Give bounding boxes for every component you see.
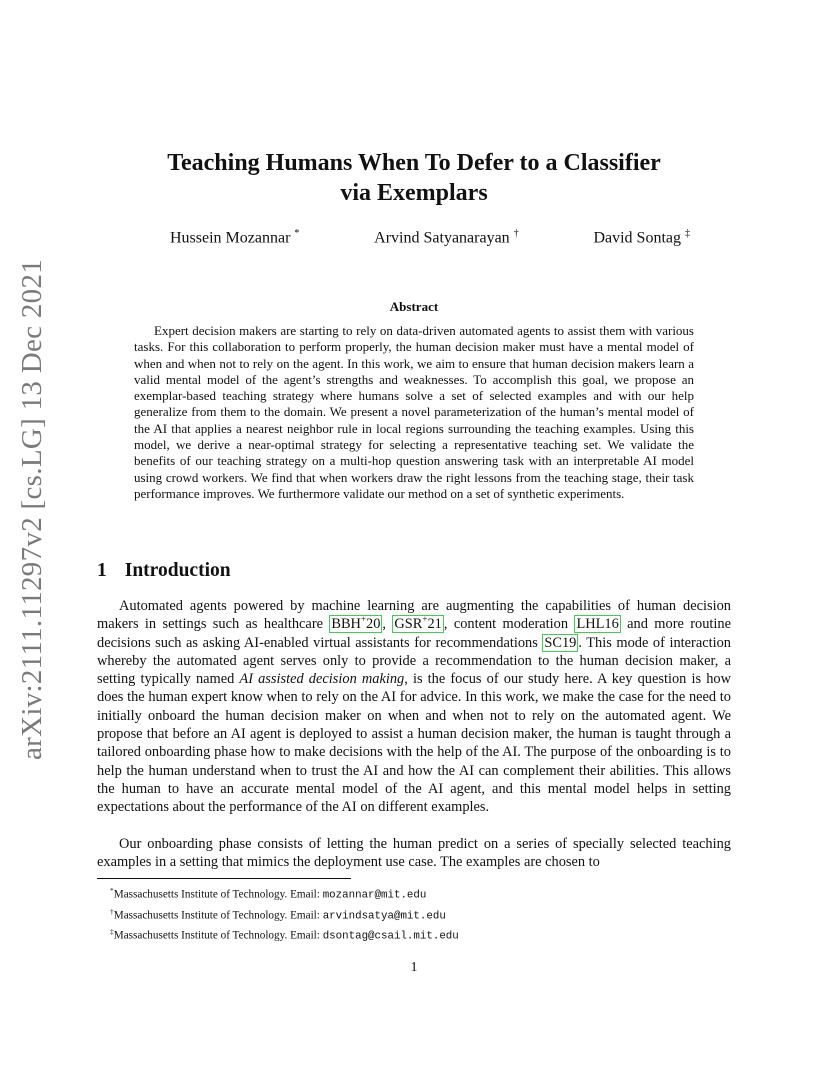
- abstract-heading: Abstract: [389, 299, 439, 314]
- emphasized-term: AI assisted decision making: [239, 671, 405, 688]
- author-footnote-mark[interactable]: *: [294, 228, 300, 239]
- footnote: *Massachusetts Institute of Technology. Email: mozannar@mit.edu: [110, 886, 427, 902]
- paper-title: [110, 148, 718, 208]
- footnotes: [110, 883, 710, 945]
- footnote: ‡Massachusetts Institute of Technology. Email: dsontag@csail.mit.edu: [110, 927, 459, 944]
- intro-paragraph-2: Our onboarding phase consists of letting the human predict on a series of specially selected teaching examples in a setting that mimics the deployment use case. The examples are chosen to: [97, 836, 731, 871]
- arxiv-identifier-stamp: arXiv:2111.11297v2 [cs.LG] 13 Dec 2021: [16, 258, 48, 760]
- title-line-2: via Exemplars: [340, 180, 488, 206]
- author: Hussein Mozannar *: [170, 228, 300, 247]
- page-number: 1: [410, 960, 418, 975]
- author-footnote-mark[interactable]: ‡: [684, 228, 690, 239]
- section-heading-introduction: [97, 560, 231, 582]
- intro-paragraph-1: Automated agents powered by machine learning are augmenting the capabilities of human decision makers in settings such as healthcare BBH+20 , GSR+21 , content moderation LHL16 and more routine decisions such as asking AI-enabled virtual assistants for recommendations SC19 . This mode of interaction whereby the automated agent serves only to provide a recommendation to the human decision maker, a setting typically named AI assisted decision making, is the focus of our study here. A key question is how does the human expert know when to rely on the AI for advice. In this work, we make the case for the need to initially onboard the human decision maker on when and when not to rely on the automated agent. We propose that before an AI agent is deployed to assist a human decision maker, the human is taught through a tailored onboarding phase how to make decisions with the help of the AI. The purpose of the onboarding is to help the human understand when to trust the AI and how the AI can complement their abilities. This allows the human to have an accurate mental model of the AI agent, and this mental model helps in setting expectations about the performance of the AI on different examples.: [97, 598, 731, 816]
- citation-link-sc19[interactable]: SC19: [544, 634, 577, 651]
- section-title: Introduction: [124, 560, 231, 581]
- title-line-1: Teaching Humans When To Defer to a Classifier: [167, 150, 661, 176]
- email-link[interactable]: arvindsatya@mit.edu: [322, 910, 446, 923]
- email-link[interactable]: dsontag@csail.mit.edu: [322, 931, 459, 944]
- author-list: [170, 228, 690, 247]
- citation-link-lhl16[interactable]: LHL16: [576, 616, 619, 633]
- citation-link-bbh20[interactable]: BBH+20: [331, 614, 381, 633]
- footnote: †Massachusetts Institute of Technology. Email: arvindsatya@mit.edu: [110, 906, 446, 923]
- email-link[interactable]: mozannar@mit.edu: [322, 889, 427, 902]
- author: Arvind Satyanarayan †: [374, 228, 519, 247]
- author: David Sontag ‡: [593, 228, 690, 247]
- abstract-text: Expert decision makers are starting to rely on data-driven automated agents to assist them with various tasks. For this collaboration to perform properly, the human decision maker must have a mental model of when and when not to rely on the agent. In this work, we aim to ensure that human decision makers learn a valid mental model of the agent’s strengths and weaknesses. To accomplish this goal, we propose an exemplar-based teaching strategy where humans solve a set of selected examples and with our help generalize from them to the domain. We present a novel parameterization of the human’s mental model of the AI that applies a nearest neighbor rule in local regions surrounding the teaching examples. Using this model, we derive a near-optimal strategy for selecting a representative teaching set. We validate the benefits of our teaching strategy on a multi-hop question answering task with an interpretable AI model using crowd workers. We find that when workers draw the right lessons from the teaching stage, their task performance improves. We furthermore validate our method on a set of synthetic experiments.: [134, 323, 694, 501]
- author-footnote-mark[interactable]: †: [513, 228, 519, 239]
- section-number: 1: [97, 560, 107, 581]
- footnote-divider: [97, 878, 351, 879]
- citation-link-gsr21[interactable]: GSR+21: [394, 614, 442, 633]
